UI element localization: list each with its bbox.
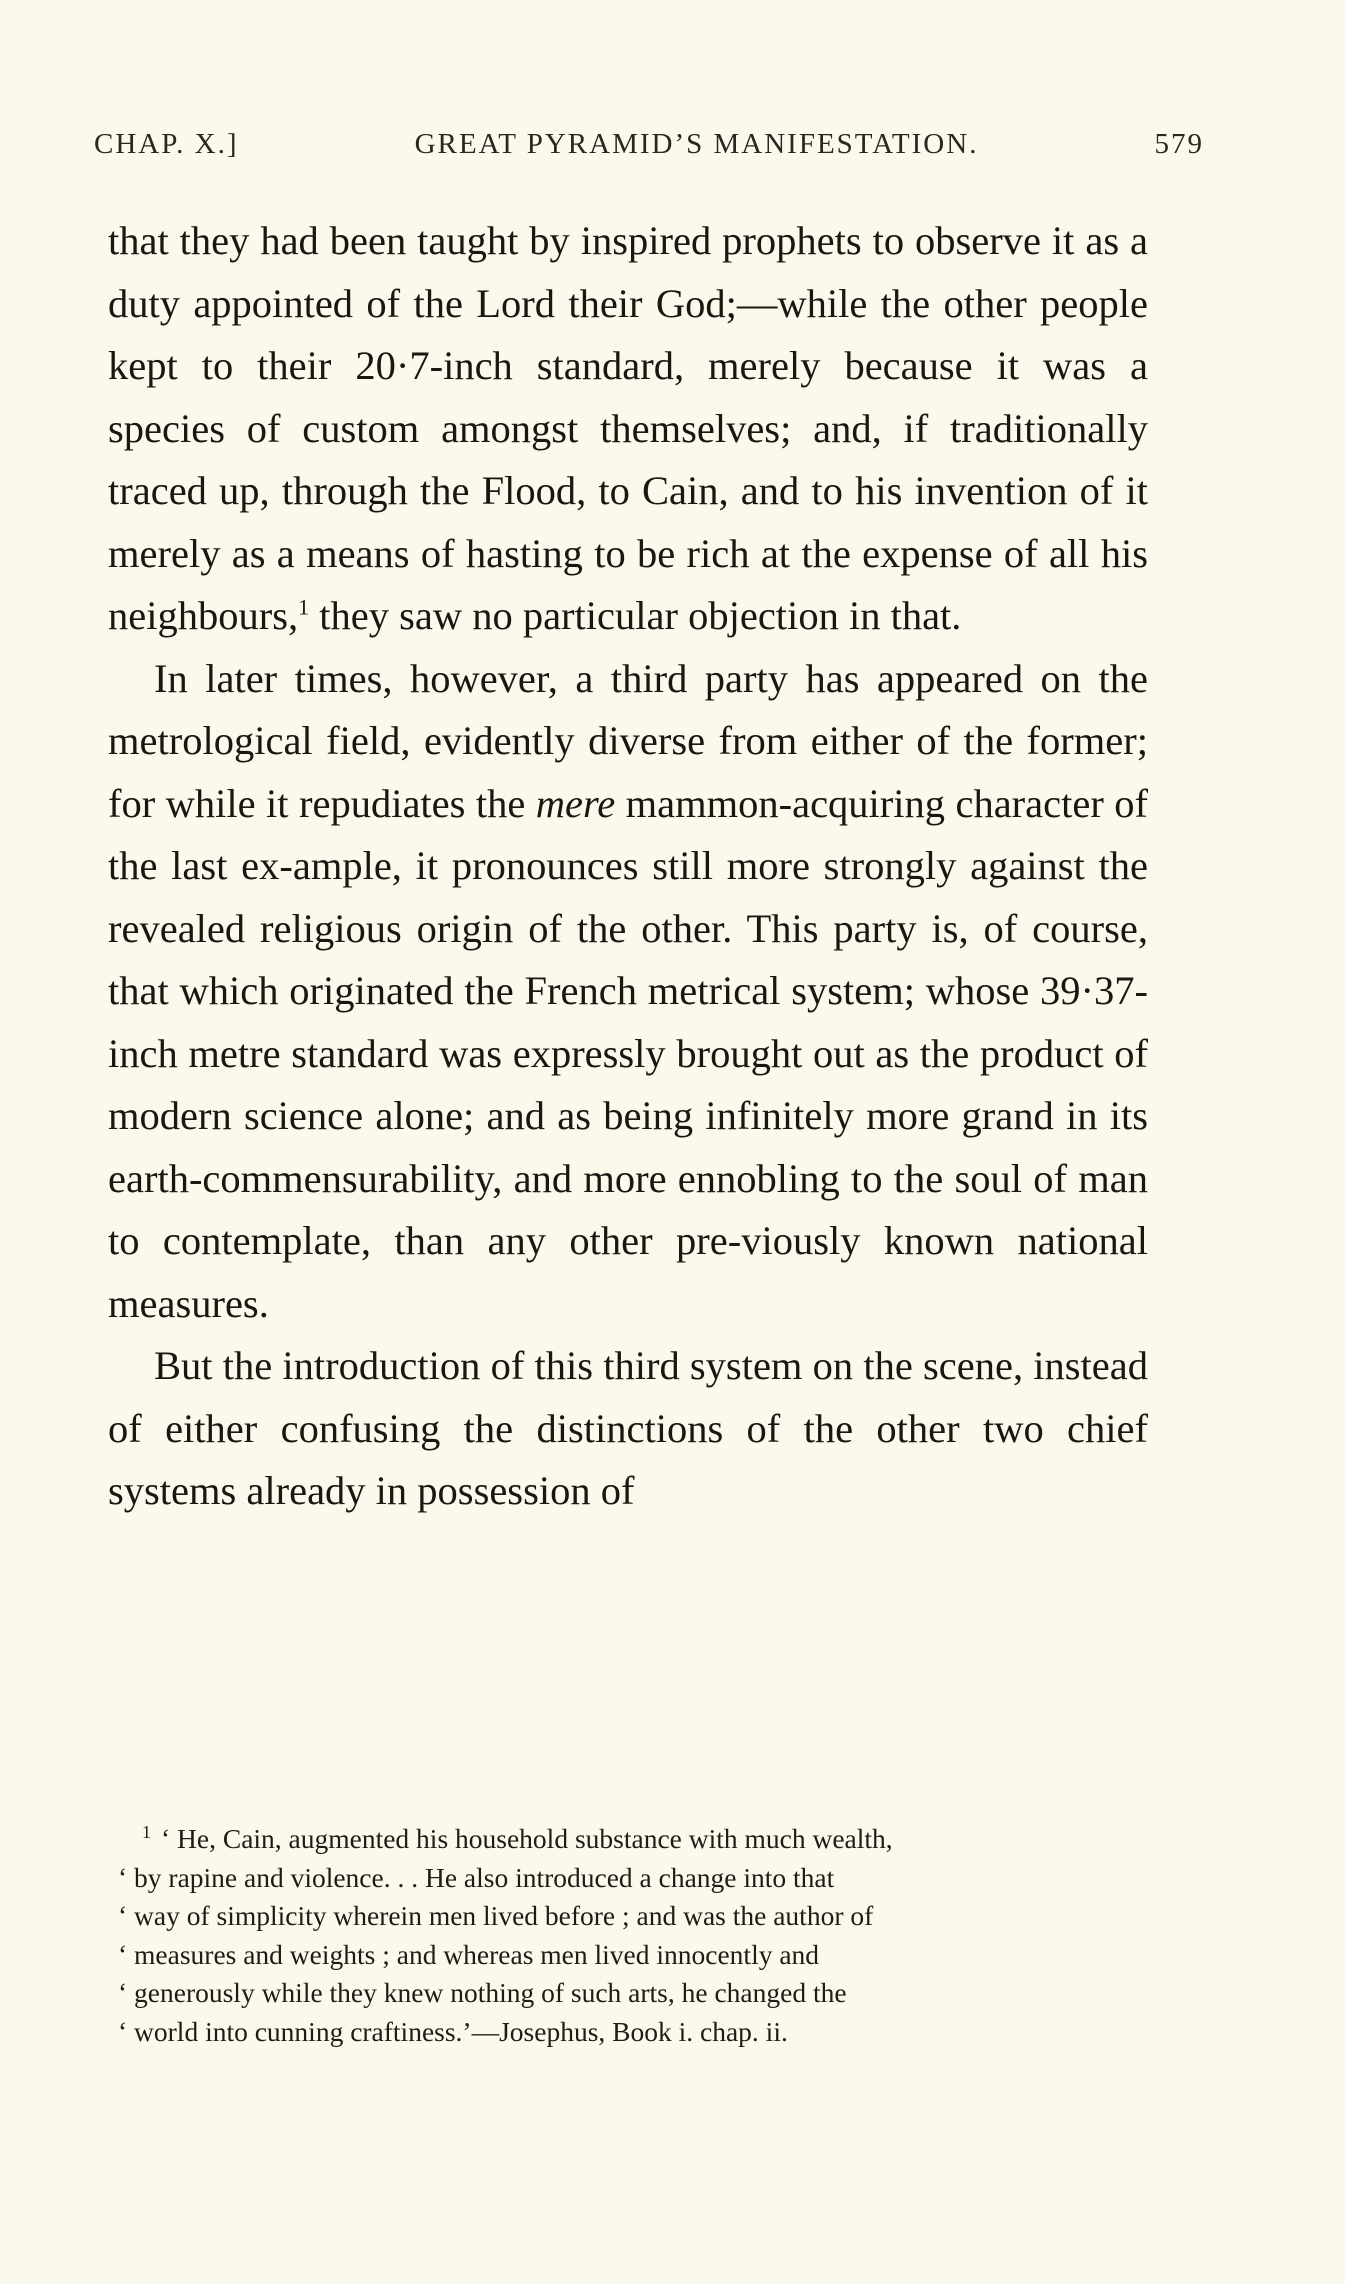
footnote-line: ‘ by rapine and violence. . . He also introduced a change into that [118,1861,835,1893]
footnote-line: ‘ measures and weights ; and whereas men lived innocently and [118,1938,820,1970]
footnote-line-text: ‘ He, Cain, augmented his household substance with much wealth, [161,1823,893,1854]
footnote [118,1820,1158,2051]
footnote-line [118,1820,1158,1859]
footnote-line: ‘ way of simplicity wherein men lived before ; and was the author of [118,1900,874,1931]
footnote-mark: 1 [142,1821,151,1842]
paragraph-2-text-b: mammon-acquiring character of the last ex-ample, it pronounces still more strongly against the revealed religious origin of the other. This party is, of course, that which originated the French metrical system; whose 39·37-inch metre standard was expressly brought out as the product of modern science alone; and as being infinitely more grand in its earth-commensurability, and more ennobling to the soul of man to contemplate, than any other pre-viously known national measures. [108,780,1148,1326]
running-head [94,128,1204,161]
page-number: 579 [1154,128,1204,160]
paragraph-3-text: But the introduction of this third system on the scene, instead of either confusing the distinctions of the other two chief systems already in possession of [108,1343,1148,1513]
paragraph-2-emphasis: mere [535,780,616,826]
body-text [108,210,1148,1523]
paragraph-3 [108,1335,1148,1523]
paragraph-1 [108,210,1148,648]
footnote-line: ‘ generously while they knew nothing of such arts, he changed the [118,1977,847,2008]
chapter-label: CHAP. X.] [94,128,239,160]
footnote-reference: 1 [298,594,310,620]
paragraph-2-text-a: In later times, however, a third party has appeared on the metrological field, evidently diverse from either of the former; for while it repudiates the [108,655,1148,826]
running-title: GREAT PYRAMID’S MANIFESTATION. [414,128,979,160]
paragraph-1-end: they saw no particular objection in that. [309,593,962,638]
paragraph-2 [108,648,1148,1336]
footnote-line: ‘ world into cunning craftiness.’—Josephus, Book i. chap. ii. [118,2015,788,2047]
paragraph-1-text: that they had been taught by inspired prophets to observe it as a duty appointed of the Lord their God;—while the other people kept to their 20·7-inch standard, merely because it was a species of custom amongst themselves; and, if traditionally traced up, through the Flood, to Cain, and to his invention of it merely as a means of hasting to be rich at the expense of all his neighbours, [108,218,1148,638]
